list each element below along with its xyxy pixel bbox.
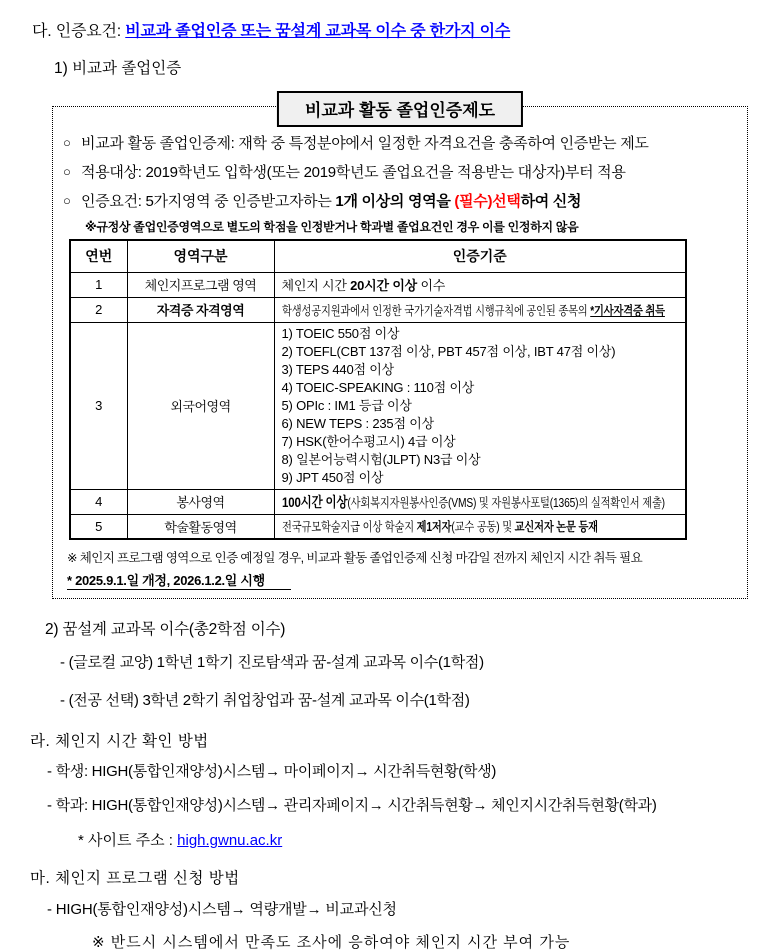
foreign-language-item: 5) OPIc : IM1 등급 이상	[281, 397, 412, 413]
time-check-item-student: - 학생: HIGH(통합인재양성)시스템→ 마이페이지→ 시간취득현황(학생)	[47, 763, 497, 780]
box-footnote: ※규정상 졸업인증영역으로 별도의 학점을 인정받거나 학과별 졸업요건인 경우 이를 인정하지 않음	[85, 220, 579, 234]
area-name: 외국어영역	[127, 322, 274, 489]
dream-course-item-liberal: - (글로컬 교양) 1학년 1학기 진로탐색과 꿈-설계 교과목 이수(1학점)	[60, 654, 484, 671]
foreign-language-item: 6) NEW TEPS : 235점 이상	[281, 415, 434, 431]
bullet-requirement-pre: 인증요건: 5가지영역 중 인증받고자하는	[81, 193, 336, 210]
criteria-post: (사회복지자원봉사인증(VMS) 및 자원봉사포털(1365)의 실적확인서 제출)	[346, 495, 665, 510]
table-header-area: 영역구분	[127, 240, 274, 272]
criteria-text	[274, 272, 686, 297]
section-1-title: 1) 비교과 졸업인증	[54, 60, 182, 77]
bullet-target-text: 적용대상: 2019학년도 입학생(또는 2019학년도 졸업요건을 적용받는 대상자)부터 적용	[81, 164, 626, 181]
table-note-deadline: ※ 체인지 프로그램 영역으로 인증 예정일 경우, 비교과 활동 졸업인증제 신청 마감일 전까지 체인지 시간 취득 필요	[67, 551, 643, 565]
foreign-language-item: 1) TOEIC 550점 이상	[281, 325, 400, 341]
foreign-language-item: 7) HSK(한어수평고시) 4급 이상	[281, 433, 456, 449]
criteria-bold: 20시간 이상	[350, 278, 418, 293]
table-header-no: 연번	[70, 240, 127, 272]
table-header-row	[70, 240, 686, 272]
foreign-language-item: 4) TOEIC-SPEAKING : 110점 이상	[281, 379, 475, 395]
area-name: 자격증 자격영역	[127, 297, 274, 322]
criteria-post: 이수	[417, 278, 446, 293]
certification-table	[69, 239, 687, 540]
row-no: 5	[70, 514, 127, 539]
table-note-revision-text: * 2025.9.1.일 개정, 2026.1.2.일 시행	[67, 570, 291, 590]
apply-path-item: - HIGH(통합인재양성)시스템→ 역량개발→ 비교과신청	[47, 901, 397, 918]
criteria-bold: 100시간 이상	[281, 493, 347, 510]
table-note-revision	[67, 570, 739, 590]
table-row-foreign-language	[70, 322, 686, 489]
table-row-change-program	[70, 272, 686, 297]
row-no: 3	[70, 322, 127, 489]
criteria-bold: *기사자격증 취득	[589, 303, 665, 318]
table-header-criteria: 인증기준	[274, 240, 686, 272]
circle-bullet-icon: ○	[63, 135, 71, 150]
site-address-label: * 사이트 주소 :	[78, 832, 178, 849]
table-row-license	[70, 297, 686, 322]
criteria-pre: 전국규모학술지급 이상 학술지	[281, 520, 417, 535]
section-ma-title: 마. 체인지 프로그램 신청 방법	[30, 870, 240, 887]
bullet-item-definition	[63, 129, 739, 158]
section-2-title: 2) 꿈설계 교과목 이수(총2학점 이수)	[45, 621, 286, 638]
dream-course-item-major: - (전공 선택) 3학년 2학기 취업창업과 꿈-설계 교과목 이수(1학점)	[60, 692, 470, 709]
bullet-requirement-bold: 1개 이상의 영역을	[335, 193, 451, 210]
criteria-text	[274, 489, 686, 514]
criteria-mid: (교수 공동) 및	[450, 520, 515, 535]
criteria-text	[274, 514, 686, 539]
criteria-text	[274, 297, 686, 322]
certification-requirement-link[interactable]: 비교과 졸업인증 또는 꿈설계 교과목 이수 중 한가지 이수	[125, 23, 511, 40]
section-ra-title: 라. 체인지 시간 확인 방법	[30, 733, 209, 750]
heading-da-prefix: 다. 인증요건:	[32, 23, 126, 40]
box-title: 비교과 활동 졸업인증제도	[277, 91, 523, 127]
criteria-bold-first-author: 제1저자	[416, 520, 451, 535]
foreign-language-item: 2) TOEFL(CBT 137점 이상, PBT 457점 이상, IBT 47점 이상)	[281, 343, 616, 359]
circle-bullet-icon: ○	[63, 193, 71, 208]
criteria-pre: 학생성공지원과에서 인정한 국가기술자격법 시행규칙에 공인된 종목의	[281, 303, 590, 318]
area-name: 학술활동영역	[127, 514, 274, 539]
table-row-volunteer	[70, 489, 686, 514]
area-name: 체인지프로그램 영역	[127, 272, 274, 297]
satisfaction-survey-note: ※ 반드시 시스템에서 만족도 조사에 응하여야 체인지 시간 부여 가능	[92, 934, 571, 951]
bullet-item-target	[63, 158, 739, 187]
bullet-item-requirement	[63, 187, 739, 216]
foreign-language-item: 8) 일본어능력시험(JLPT) N3급 이상	[281, 451, 481, 467]
circle-bullet-icon: ○	[63, 164, 71, 179]
criteria-pre: 체인지 시간	[281, 278, 351, 293]
bullet-requirement-post: 하여 신청	[520, 193, 582, 210]
area-name: 봉사영역	[127, 489, 274, 514]
table-row-academic	[70, 514, 686, 539]
site-address-line	[78, 829, 784, 850]
time-check-item-department: - 학과: HIGH(통합인재양성)시스템→ 관리자페이지→ 시간취득현황→ 체인지시간취득현황(학과)	[47, 797, 657, 814]
row-no: 2	[70, 297, 127, 322]
site-link[interactable]: high.gwnu.ac.kr	[177, 832, 283, 849]
row-no: 1	[70, 272, 127, 297]
certification-box	[52, 101, 748, 599]
criteria-bold-corresponding-author: 교신저자 논문 등재	[514, 520, 598, 535]
heading-da	[32, 18, 784, 41]
bullet-definition-text: 비교과 활동 졸업인증제: 재학 중 특정분야에서 일정한 자격요건을 충족하여 인증받는 제도	[81, 135, 649, 152]
row-no: 4	[70, 489, 127, 514]
foreign-language-item: 3) TEPS 440점 이상	[281, 361, 394, 377]
foreign-language-item: 9) JPT 450점 이상	[281, 469, 384, 485]
bullet-requirement-mandatory: (필수)선택	[454, 193, 521, 210]
criteria-text	[274, 322, 686, 489]
